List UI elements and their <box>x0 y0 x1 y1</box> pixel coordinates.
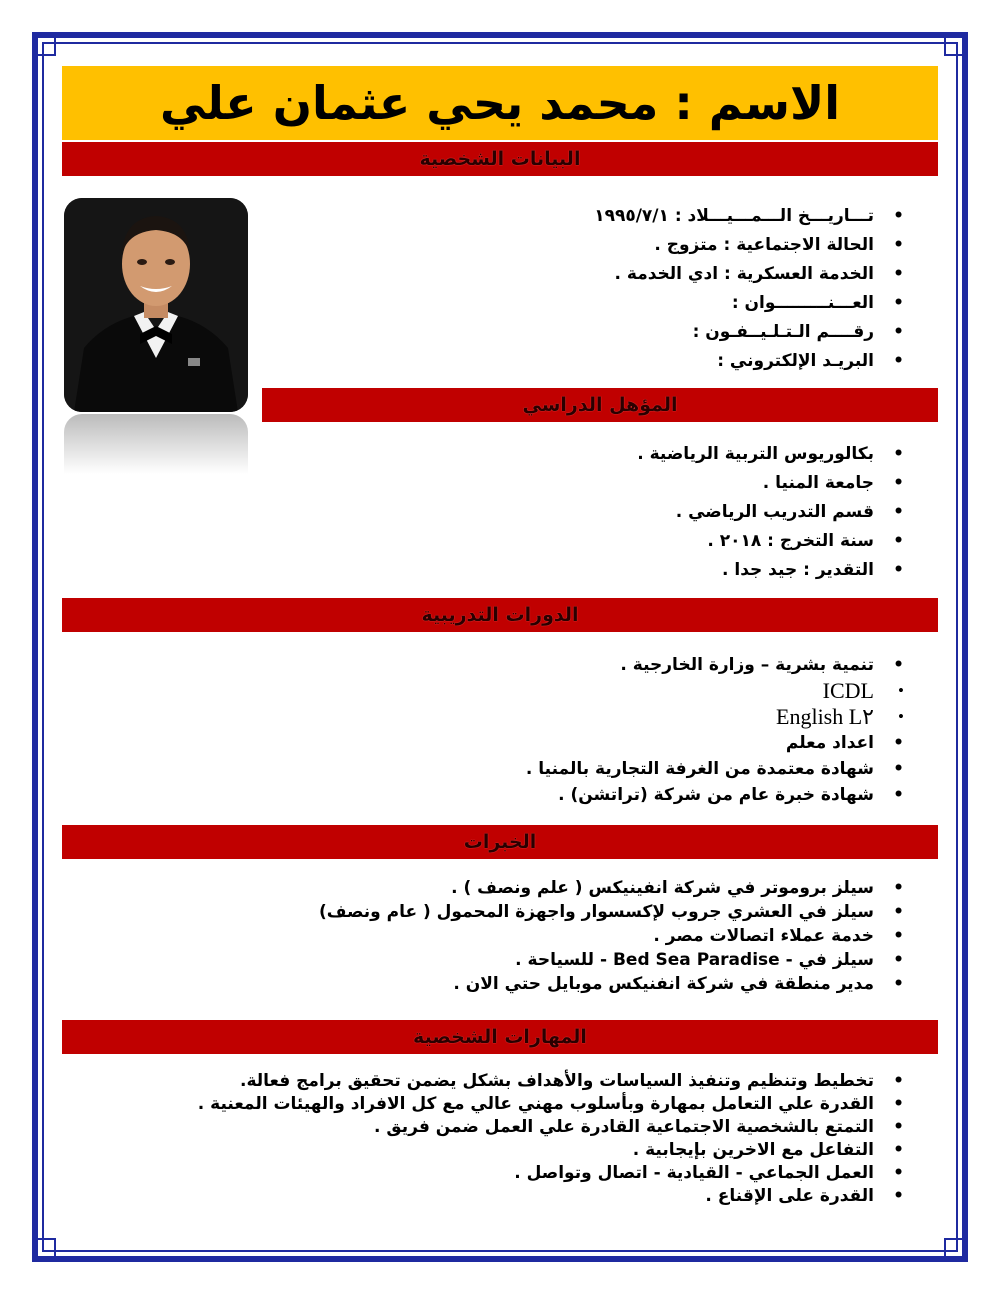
experience-list <box>319 876 910 996</box>
list-item: • التقدير : جيد جدا . <box>637 556 910 585</box>
list-item: • مدير منطقة في شركة انفنيكس موبايل حتي الان . <box>319 972 910 996</box>
section-bar-courses <box>62 598 938 632</box>
education-list <box>637 440 910 585</box>
courses-list <box>526 652 910 808</box>
list-item: • القدرة على الإقناع . <box>198 1185 910 1208</box>
list-item: • تنمية بشرية – وزارة الخارجية . <box>526 652 910 678</box>
person-portrait-icon <box>64 198 248 412</box>
list-item: • جامعة المنيا . <box>637 469 910 498</box>
skills-list <box>198 1070 910 1208</box>
list-item: • تـــاريـــخ الـــمـــيـــلاد : ١٩٩٥/٧/١ <box>594 202 910 231</box>
personal-list <box>594 202 910 376</box>
section-heading-personal: البيانات الشخصية <box>419 148 581 170</box>
list-item: • شهادة خبرة عام من شركة (تراتشن) . <box>526 782 910 808</box>
frame-corner-bottom-right <box>944 1238 966 1260</box>
section-heading-education: المؤهل الدراسي <box>522 394 678 416</box>
list-item: • سيلز بروموتر في شركة انفينيكس ( علم ونصف ) . <box>319 876 910 900</box>
section-bar-personal <box>62 142 938 176</box>
list-item: • English L٢ <box>526 704 910 730</box>
section-heading-courses: الدورات التدريبية <box>421 604 579 626</box>
frame-corner-bottom-left <box>34 1238 56 1260</box>
list-item: • تخطيط وتنظيم وتنفيذ السياسات والأهداف بشكل يضمن تحقيق برامج فعالة. <box>198 1070 910 1093</box>
list-item: • العـــنـــــــــوان : <box>594 289 910 318</box>
section-heading-experience: الخبرات <box>463 831 537 853</box>
frame-corner-top-left <box>34 34 56 56</box>
list-item: • التمتع بالشخصية الاجتماعية القادرة علي العمل ضمن فريق . <box>198 1116 910 1139</box>
list-item: • البريـد الإلكتروني : <box>594 347 910 376</box>
list-item: • بكالوريوس التربية الرياضية . <box>637 440 910 469</box>
list-item: • سيلز في - Bed Sea Paradise - للسياحة . <box>319 948 910 972</box>
list-item: • خدمة عملاء اتصالات مصر . <box>319 924 910 948</box>
list-item: • العمل الجماعي - القيادية - اتصال وتواصل . <box>198 1162 910 1185</box>
list-item: • قسم التدريب الرياضي . <box>637 498 910 527</box>
list-item: • التفاعل مع الاخرين بإيجابية . <box>198 1139 910 1162</box>
name-banner <box>62 66 938 140</box>
list-item: • سنة التخرج : ٢٠١٨ . <box>637 527 910 556</box>
name-title: الاسم : محمد يحي عثمان علي <box>159 76 841 130</box>
list-item: • اعداد معلم <box>526 730 910 756</box>
photo-reflection <box>64 414 248 474</box>
list-item: • الحالة الاجتماعية : متزوج . <box>594 231 910 260</box>
section-bar-experience <box>62 825 938 859</box>
list-item: • الخدمة العسكرية : ادي الخدمة . <box>594 260 910 289</box>
section-bar-skills <box>62 1020 938 1054</box>
section-bar-education <box>262 388 938 422</box>
list-item: • القدرة علي التعامل بمهارة وبأسلوب مهني عالي مع كل الافراد والهيئات المعنية . <box>198 1093 910 1116</box>
list-item: • شهادة معتمدة من الغرفة التجارية بالمنيا . <box>526 756 910 782</box>
list-item: • رقــــم الـتـلـيــفـون : <box>594 318 910 347</box>
section-heading-skills: المهارات الشخصية <box>413 1026 587 1048</box>
list-item: • ICDL <box>526 678 910 704</box>
frame-corner-top-right <box>944 34 966 56</box>
profile-photo <box>64 198 248 412</box>
list-item: • سيلز في العشري جروب لإكسسوار واجهزة المحمول ( عام ونصف) <box>319 900 910 924</box>
